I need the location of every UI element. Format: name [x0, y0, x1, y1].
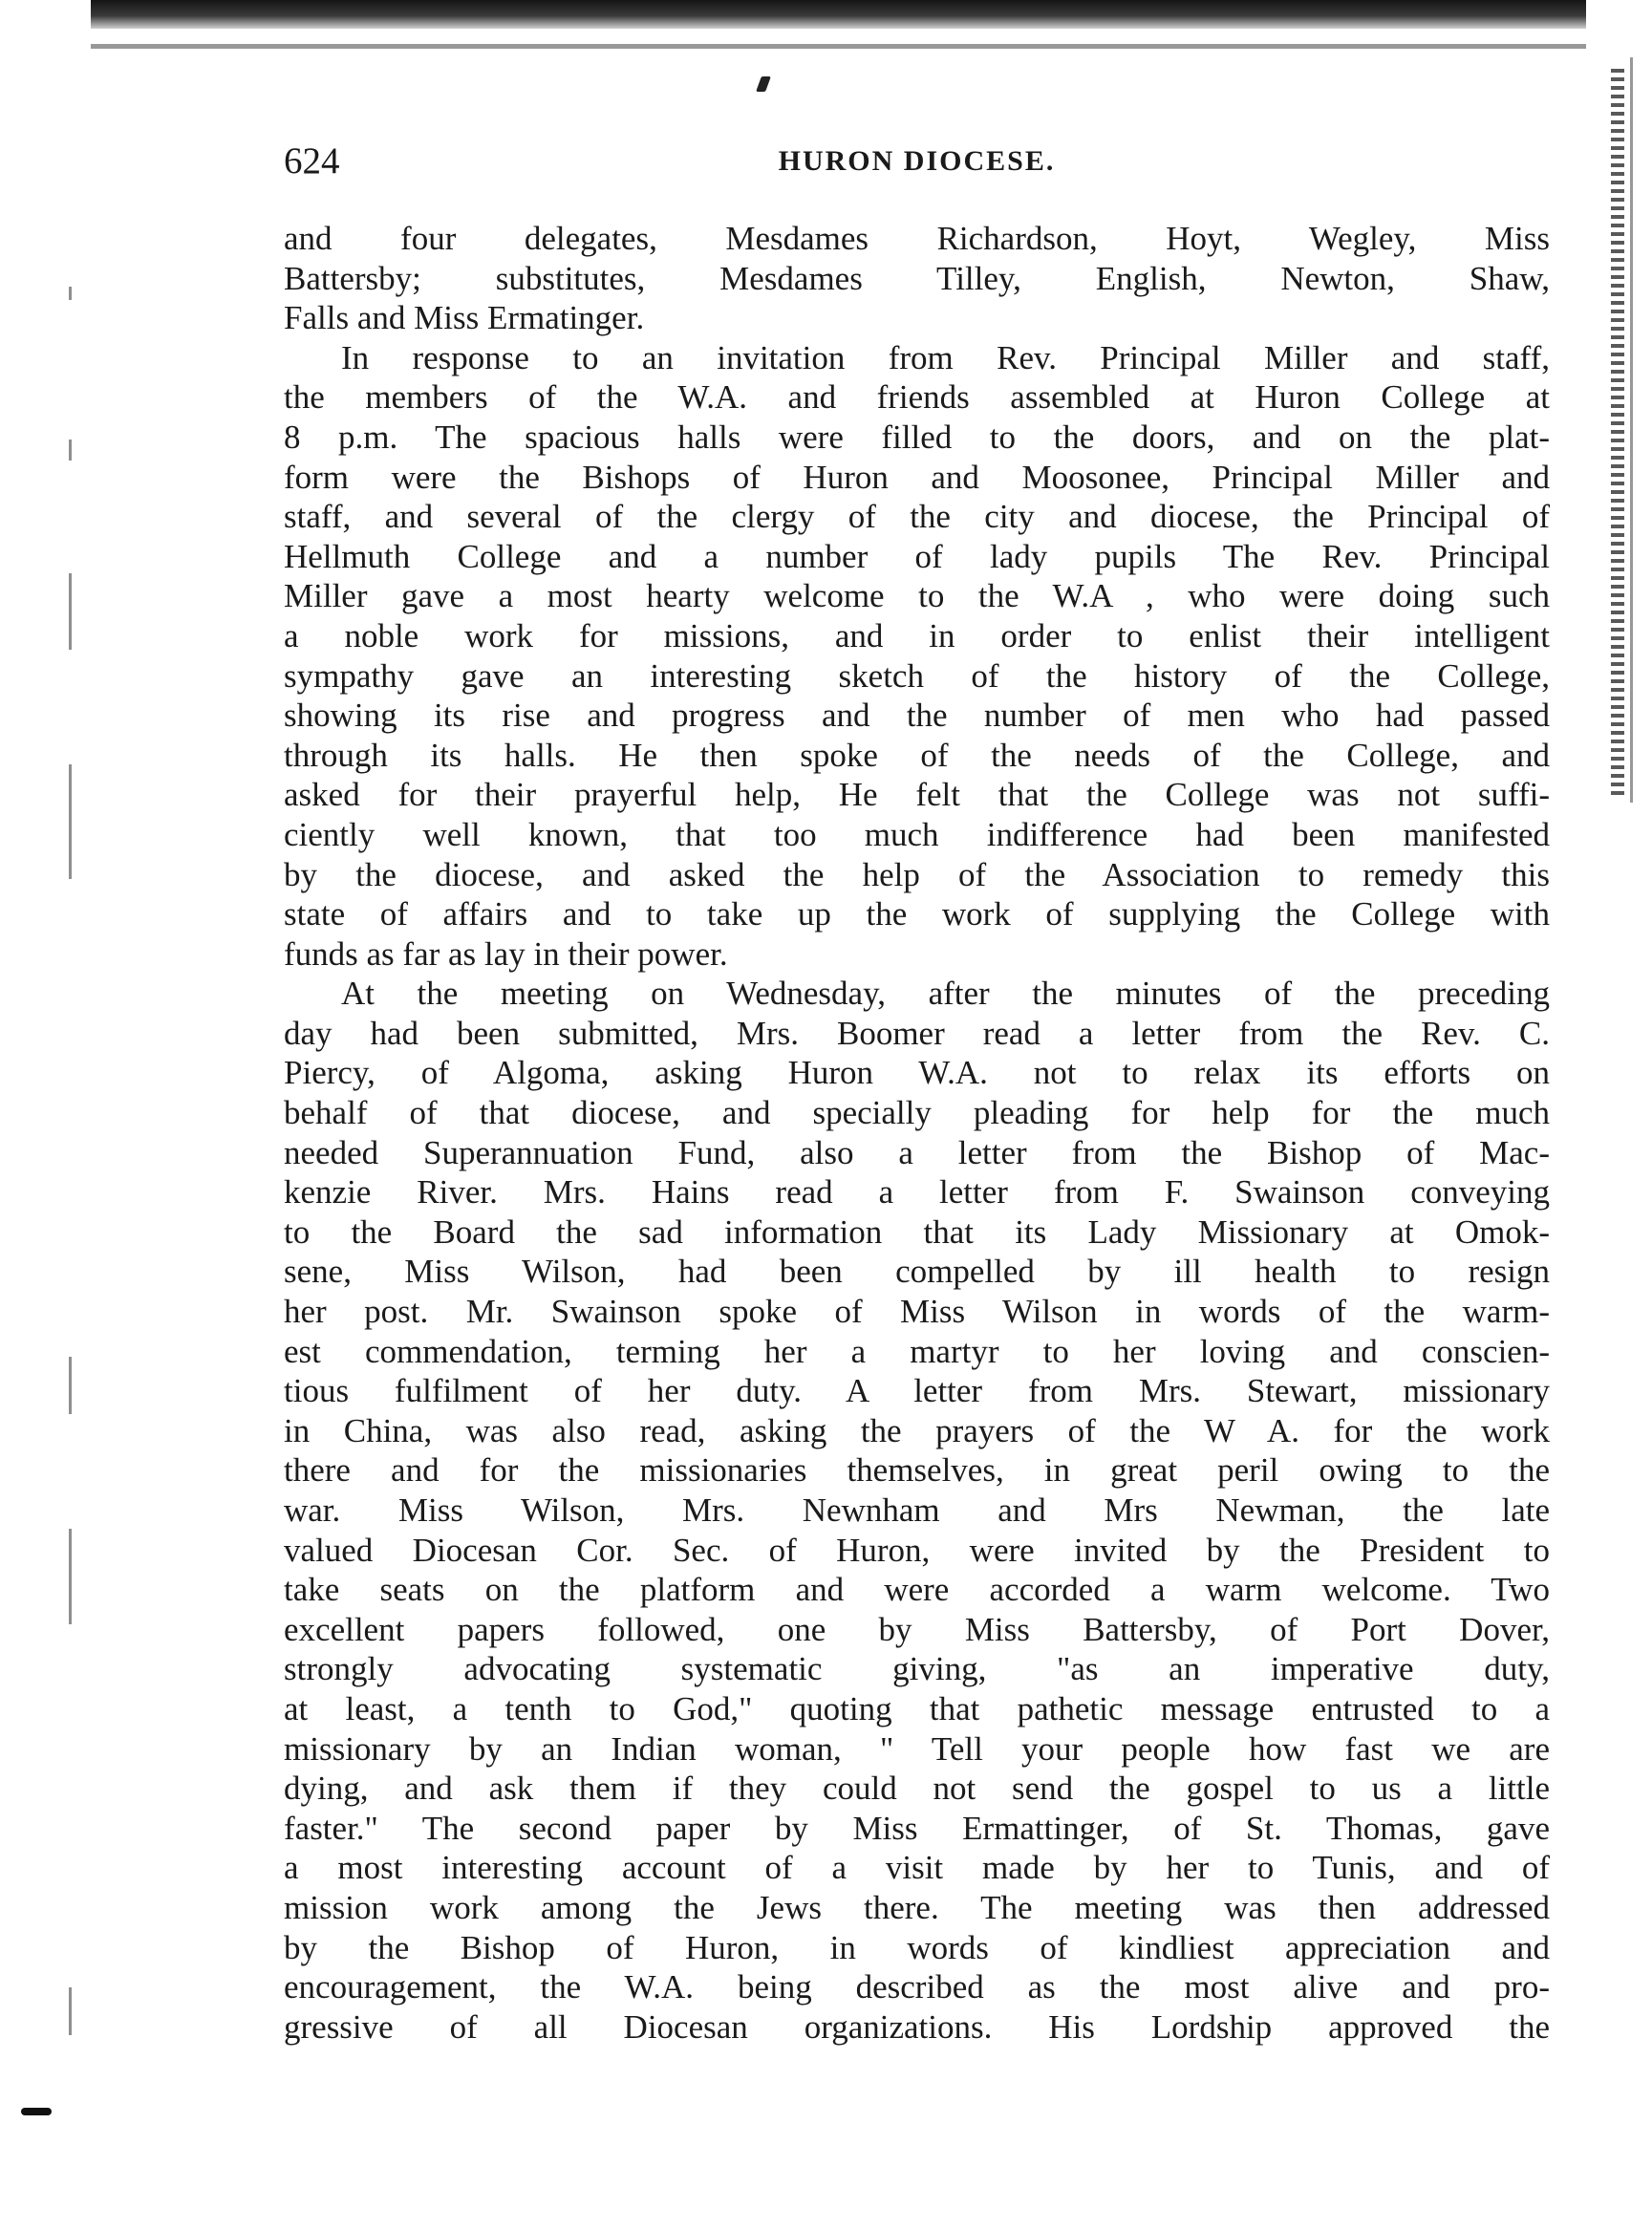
gutter-mark [69, 1529, 72, 1624]
text-line: there and for the missionaries themselves, in great peril owing to the [284, 1451, 1550, 1490]
text-line: kenzie River. Mrs. Hains read a letter from F. Swainson conveying [284, 1173, 1550, 1212]
text-line: day had been submitted, Mrs. Boomer read a letter from the Rev. C. [284, 1014, 1550, 1052]
text-line: Battersby; substitutes, Mesdames Tilley, English, Newton, Shaw, [284, 259, 1550, 297]
text-line: at least, a tenth to God," quoting that pathetic message entrusted to a [284, 1689, 1550, 1727]
text-line: missionary by an Indian woman, " Tell your people how fast we are [284, 1729, 1550, 1768]
text-line: take seats on the platform and were accorded a warm welcome. Two [284, 1571, 1550, 1609]
text-line: the members of the W.A. and friends assembled at Huron College at [284, 378, 1550, 417]
text-line: war. Miss Wilson, Mrs. Newnham and Mrs Newman, the late [284, 1491, 1550, 1529]
gutter-mark [69, 440, 72, 461]
text-line: dying, and ask them if they could not send the gospel to us a little [284, 1770, 1550, 1808]
body-text [284, 219, 1550, 2047]
text-line: 8 p.m. The spacious halls were filled to the doors, and on the plat- [284, 418, 1550, 456]
gutter-mark [69, 573, 72, 650]
text-line: mission work among the Jews there. The meeting was then addressed [284, 1888, 1550, 1926]
text-line: a most interesting account of a visit made by her to Tunis, and of [284, 1849, 1550, 1887]
page-header [284, 134, 1550, 189]
text-line: in China, was also read, asking the prayers of the W A. for the work [284, 1411, 1550, 1449]
scan-edge-rule [91, 44, 1586, 49]
text-line: her post. Mr. Swainson spoke of Miss Wilson in words of the warm- [284, 1293, 1550, 1331]
text-line: needed Superannuation Fund, also a letter from the Bishop of Mac- [284, 1133, 1550, 1171]
text-line: staff, and several of the clergy of the city and diocese, the Principal of [284, 498, 1550, 536]
text-line: and four delegates, Mesdames Richardson, Hoyt, Wegley, Miss [284, 220, 1550, 257]
scan-edge-right [1611, 69, 1624, 795]
text-line: asked for their prayerful help, He felt that the College was not suffi- [284, 776, 1550, 814]
text-line: excellent papers followed, one by Miss Battersby, of Port Dover, [284, 1610, 1550, 1648]
text-line: valued Diocesan Cor. Sec. of Huron, were invited by the President to [284, 1531, 1550, 1569]
text-line: est commendation, terming her a martyr to her loving and conscien- [284, 1332, 1550, 1370]
text-line: to the Board the sad information that its Lady Missionary at Omok- [284, 1212, 1550, 1251]
text-line: form were the Bishops of Huron and Moosonee, Principal Miller and [284, 458, 1550, 496]
ink-speck [756, 76, 771, 92]
text-line: funds as far as lay in their power. [284, 934, 728, 973]
text-line: Miller gave a most hearty welcome to the W.A , who were doing such [284, 577, 1550, 615]
scan-edge-right-rule [1630, 57, 1633, 803]
text-line: a noble work for missions, and in order to enlist their intelligent [284, 616, 1550, 654]
text-line: encouragement, the W.A. being described as the most alive and pro- [284, 1968, 1550, 2006]
text-line: gressive of all Diocesan organizations. His Lordship approved the [284, 2007, 1550, 2046]
text-line: Falls and Miss Ermatinger. [284, 299, 645, 337]
text-line: tious fulfilment of her duty. A letter from Mrs. Stewart, missionary [284, 1372, 1550, 1410]
ink-blot [21, 2108, 52, 2115]
text-line: ciently well known, that too much indifference had been manifested [284, 815, 1550, 853]
text-line: showing its rise and progress and the number of men who had passed [284, 697, 1550, 735]
gutter-mark [69, 287, 72, 300]
text-line: through its halls. He then spoke of the needs of the College, and [284, 736, 1550, 774]
text-line: strongly advocating systematic giving, "as an imperative duty, [284, 1650, 1550, 1688]
text-line: by the Bishop of Huron, in words of kindliest appreciation and [284, 1928, 1550, 1966]
page-number: 624 [284, 140, 340, 182]
text-line: Piercy, of Algoma, asking Huron W.A. not to relax its efforts on [284, 1054, 1550, 1092]
gutter-mark [69, 1357, 72, 1414]
text-line: At the meeting on Wednesday, after the minutes of the preceding [341, 975, 1550, 1013]
running-head: HURON DIOCESE. [778, 145, 1056, 177]
text-line: Hellmuth College and a number of lady pupils The Rev. Principal [284, 537, 1550, 575]
text-line: by the diocese, and asked the help of the Association to remedy this [284, 855, 1550, 893]
gutter-mark [69, 764, 72, 879]
gutter-mark [69, 1987, 72, 2035]
text-line: faster." The second paper by Miss Ermattinger, of St. Thomas, gave [284, 1809, 1550, 1847]
text-line: sympathy gave an interesting sketch of the history of the College, [284, 656, 1550, 695]
scan-edge-top [91, 0, 1586, 29]
text-line: behalf of that diocese, and specially pleading for help for the much [284, 1094, 1550, 1132]
text-line: sene, Miss Wilson, had been compelled by ill health to resign [284, 1253, 1550, 1291]
text-line: In response to an invitation from Rev. Principal Miller and staff, [341, 338, 1550, 376]
text-line: state of affairs and to take up the work of supplying the College with [284, 895, 1550, 933]
